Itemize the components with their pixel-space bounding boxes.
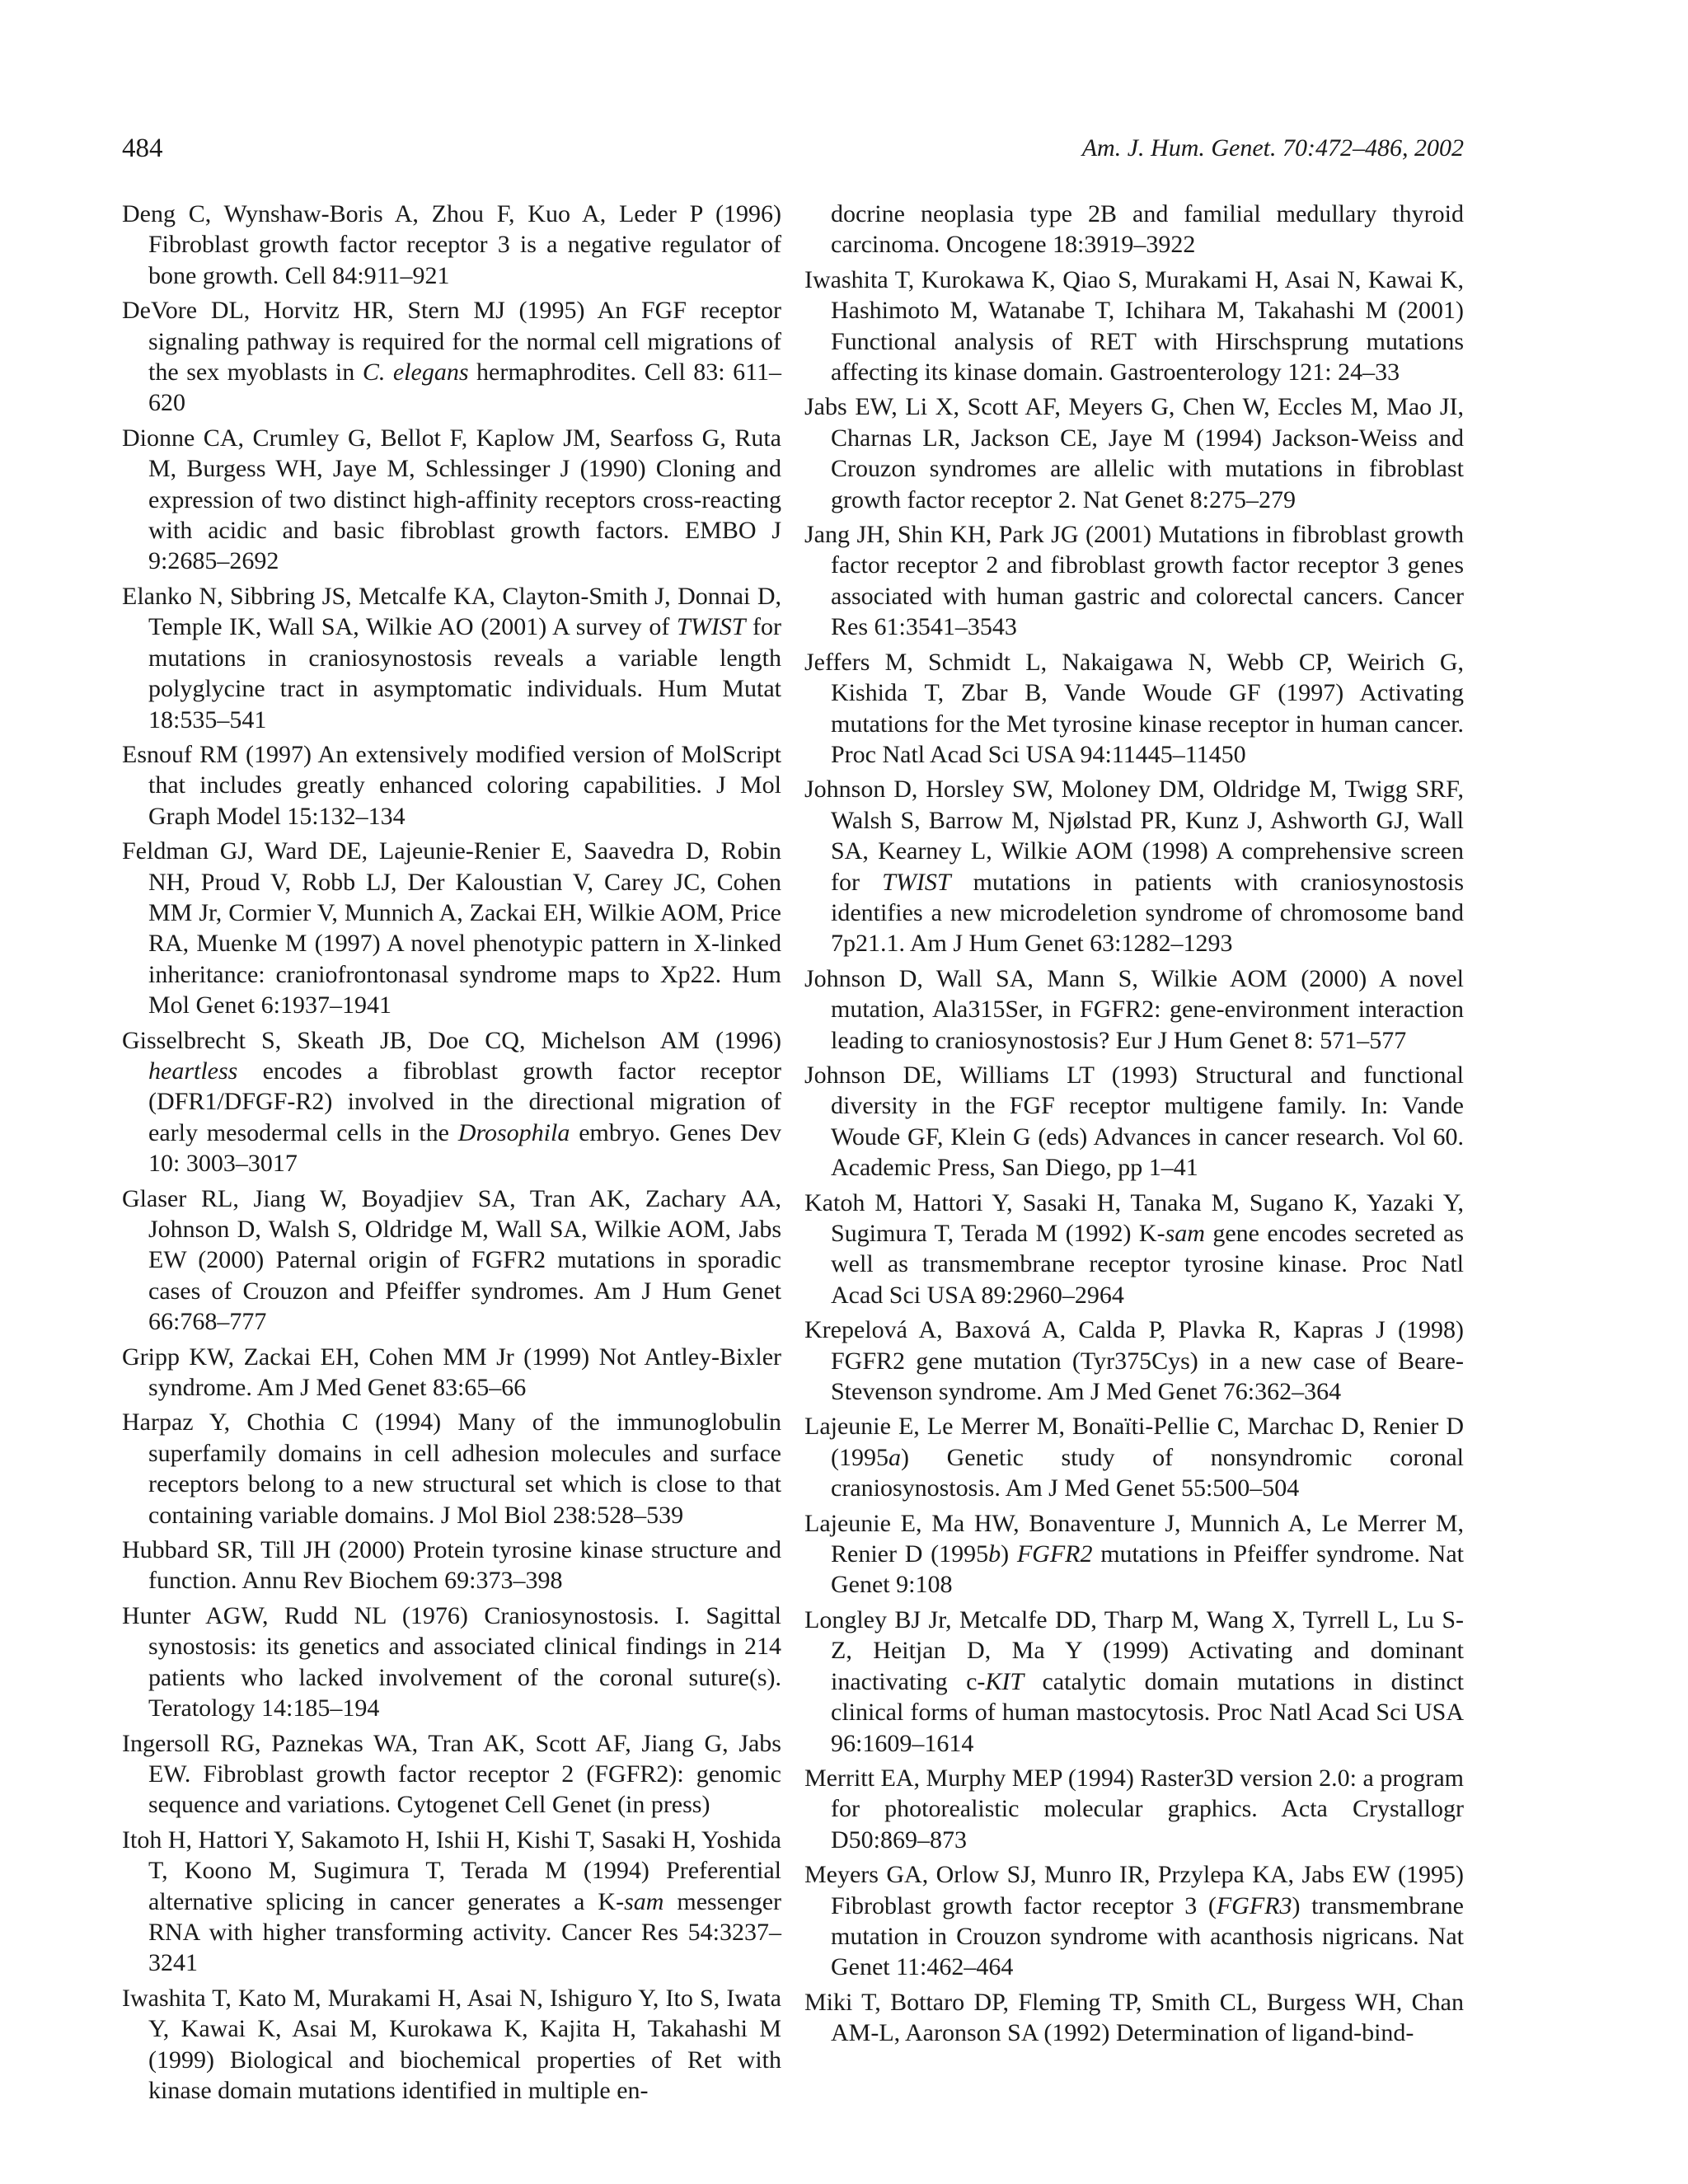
reference-text: Longley BJ Jr, Metcalfe DD, Tharp M, Wang X, Tyrrell L, Lu S-Z, Heitjan D, Ma Y (1999) Activating and dominant inactivating c- bbox=[804, 1605, 1464, 1695]
reference-entry bbox=[804, 265, 1464, 388]
reference-text: DeVore DL, Horvitz HR, Stern MJ (1995) An FGF receptor signaling pathway is required for the normal cell migrations of the sex myoblasts in bbox=[122, 297, 781, 387]
references-left-column bbox=[122, 199, 781, 2110]
reference-text: hermaphrodites. Cell 83: 611–620 bbox=[148, 359, 781, 417]
reference-entry bbox=[122, 423, 781, 577]
reference-italic-text: b bbox=[988, 1540, 1001, 1568]
reference-text: docrine neoplasia type 2B and familial medullary thyroid carcinoma. Oncogene 18:3919–3922 bbox=[831, 200, 1464, 259]
reference-entry bbox=[804, 774, 1464, 958]
reference-entry bbox=[122, 1825, 781, 1979]
reference-entry bbox=[122, 739, 781, 832]
reference-text: ) Genetic study of nonsyndromic coronal craniosynostosis. Am J Med Genet 55:500–504 bbox=[831, 1443, 1464, 1502]
reference-text: Harpaz Y, Chothia C (1994) Many of the immunoglobulin superfamily domains in cell adhesion molecules and surface receptors belong to a new structural set which is close to that containing variable domains. J Mol Biol 238:528–539 bbox=[122, 1408, 781, 1529]
reference-entry bbox=[804, 963, 1464, 1056]
reference-text: Meyers GA, Orlow SJ, Munro IR, Przylepa KA, Jabs EW (1995) Fibroblast growth factor receptor 3 ( bbox=[804, 1861, 1464, 1919]
journal-citation: Am. J. Hum. Genet. 70:472–486, 2002 bbox=[1081, 134, 1464, 162]
reference-text: Dionne CA, Crumley G, Bellot F, Kaplow JM, Searfoss G, Ruta M, Burgess WH, Jaye M, Schlessinger J (1990) Cloning and expression of two distinct high-affinity receptors cross-reacting with acidic and basic fibroblast growth factors. EMBO J 9:2685–2692 bbox=[122, 424, 781, 575]
reference-text: mutations in patients with craniosynostosis identifies a new microdeletion syndrome of chromosome band 7p21.1. Am J Hum Genet 63:1282–1293 bbox=[831, 868, 1464, 958]
reference-entry bbox=[804, 1987, 1464, 2049]
page-number: 484 bbox=[122, 134, 163, 163]
reference-entry bbox=[804, 199, 1464, 260]
reference-entry bbox=[122, 581, 781, 735]
running-header bbox=[122, 132, 1464, 173]
reference-text: ) transmembrane mutation in Crouzon syndrome with acanthosis nigricans. Nat Genet 11:462–464 bbox=[831, 1891, 1464, 1981]
reference-entry bbox=[122, 1183, 781, 1338]
reference-entry bbox=[804, 519, 1464, 643]
reference-text: Itoh H, Hattori Y, Sakamoto H, Ishii H, Kishi T, Sasaki H, Yoshida T, Koono M, Sugimura T, Terada M (1994) Preferential alternative splicing in cancer generates a K- bbox=[122, 1825, 781, 1915]
reference-entry bbox=[804, 391, 1464, 515]
reference-entry bbox=[122, 1342, 781, 1404]
reference-text: Hubbard SR, Till JH (2000) Protein tyrosine kinase structure and function. Annu Rev Biochem 69:373–398 bbox=[122, 1536, 781, 1595]
reference-entry bbox=[804, 1508, 1464, 1601]
reference-text: Lajeunie E, Le Merrer M, Bonaïti-Pellie C, Marchac D, Renier D (1995 bbox=[804, 1413, 1464, 1471]
reference-text: Johnson D, Horsley SW, Moloney DM, Oldridge M, Twigg SRF, Walsh S, Barrow M, Njølstad PR, Kunz J, Ashworth GJ, Wall SA, Kearney L, Wilkie AOM (1998) A comprehensive screen for bbox=[804, 776, 1464, 896]
reference-text: Hunter AGW, Rudd NL (1976) Craniosynostosis. I. Sagittal synostosis: its genetics and associated clinical findings in 214 patients who lacked involvement of the coronal suture(s). Teratology 14:185–194 bbox=[122, 1601, 781, 1722]
reference-entry bbox=[804, 1859, 1464, 1983]
reference-entry bbox=[122, 1728, 781, 1821]
reference-text: for mutations in craniosynostosis reveals a variable length polyglycine tract in asymptomatic individuals. Hum Mutat 18:535–541 bbox=[148, 613, 781, 733]
reference-entry bbox=[122, 1407, 781, 1530]
reference-italic-text: TWIST bbox=[677, 613, 746, 641]
reference-text: ) bbox=[1001, 1540, 1017, 1568]
reference-entry bbox=[122, 199, 781, 291]
reference-entry bbox=[122, 836, 781, 1020]
reference-entry bbox=[804, 1060, 1464, 1183]
reference-text: Glaser RL, Jiang W, Boyadjiev SA, Tran AK, Zachary AA, Johnson D, Walsh S, Oldridge M, Wall SA, Wilkie AOM, Jabs EW (2000) Paternal origin of FGFR2 mutations in sporadic cases of Crouzon and Pfeiffer syndromes. Am J Hum Genet 66:768–777 bbox=[122, 1184, 781, 1336]
reference-text: Jeffers M, Schmidt L, Nakaigawa N, Webb CP, Weirich G, Kishida T, Zbar B, Vande Woude GF (1997) Activating mutations for the Met tyrosine kinase receptor in human cancer. Proc Natl Acad Sci USA 94:11445–11450 bbox=[804, 648, 1464, 768]
reference-italic-text: a bbox=[889, 1443, 901, 1471]
reference-text: Johnson D, Wall SA, Mann S, Wilkie AOM (2000) A novel mutation, Ala315Ser, in FGFR2: gene-environment interaction leading to craniosynostosis? Eur J Hum Genet 8: 571–577 bbox=[804, 964, 1464, 1054]
reference-text: Iwashita T, Kurokawa K, Qiao S, Murakami H, Asai N, Kawai K, Hashimoto M, Watanabe T, Ichihara M, Takahashi M (2001) Functional analysis of RET with Hirschsprung mutations affecting its kinase domain. Gastroenterology 121: 24–33 bbox=[804, 265, 1464, 387]
reference-text: Merritt EA, Murphy MEP (1994) Raster3D version 2.0: a program for photorealistic molecular graphics. Acta Crystallogr D50:869–873 bbox=[804, 1764, 1464, 1854]
reference-entry bbox=[804, 1411, 1464, 1503]
reference-text: Jabs EW, Li X, Scott AF, Meyers G, Chen W, Eccles M, Mao JI, Charnas LR, Jackson CE, Jaye M (1994) Jackson-Weiss and Crouzon syndromes are allelic with mutations in fibroblast growth factor receptor 2. Nat Genet 8:275–279 bbox=[804, 393, 1464, 513]
reference-text: Miki T, Bottaro DP, Fleming TP, Smith CL, Burgess WH, Chan AM-L, Aaronson SA (1992) Determination of ligand-bind- bbox=[804, 1988, 1464, 2047]
reference-entry bbox=[804, 1605, 1464, 1759]
reference-entry bbox=[122, 295, 781, 419]
reference-text: mutations in Pfeiffer syndrome. Nat Genet 9:108 bbox=[831, 1540, 1464, 1599]
references-right-column bbox=[804, 199, 1464, 2053]
reference-text: Lajeunie E, Ma HW, Bonaventure J, Munnich A, Le Merrer M, Renier D (1995 bbox=[804, 1509, 1464, 1568]
reference-entry bbox=[122, 1601, 781, 1724]
reference-text: Gripp KW, Zackai EH, Cohen MM Jr (1999) Not Antley-Bixler syndrome. Am J Med Genet 83:65–66 bbox=[122, 1343, 781, 1402]
reference-text: Esnouf RM (1997) An extensively modified version of MolScript that includes greatly enhanced coloring capabilities. J Mol Graph Model 15:132–134 bbox=[122, 740, 781, 830]
reference-text: Elanko N, Sibbring JS, Metcalfe KA, Clayton-Smith J, Donnai D, Temple IK, Wall SA, Wilkie AO (2001) A survey of bbox=[122, 582, 781, 641]
reference-text: Iwashita T, Kato M, Murakami H, Asai N, Ishiguro Y, Ito S, Iwata Y, Kawai K, Asai M, Kurokawa K, Kajita H, Takahashi M (1999) Biological and biochemical properties of Ret with kinase domain mutations identified in multiple en- bbox=[122, 1984, 781, 2104]
reference-italic-text: TWIST bbox=[882, 868, 951, 896]
reference-text: Krepelová A, Baxová A, Calda P, Plavka R, Kapras J (1998) FGFR2 gene mutation (Tyr375Cys) in a new case of Beare-Stevenson syndrome. Am J Med Genet 76:362–364 bbox=[804, 1316, 1464, 1406]
reference-italic-text: sam bbox=[624, 1887, 664, 1915]
reference-entry bbox=[804, 647, 1464, 771]
reference-text: Feldman GJ, Ward DE, Lajeunie-Renier E, Saavedra D, Robin NH, Proud V, Robb LJ, Der Kaloustian V, Carey JC, Cohen MM Jr, Cormier V, Munnich A, Zackai EH, Wilkie AOM, Price RA, Muenke M (1997) A novel phenotypic pattern in X-linked inheritance: craniofrontonasal syndrome maps to Xp22. Hum Mol Genet 6:1937–1941 bbox=[122, 837, 781, 1019]
reference-text: Ingersoll RG, Paznekas WA, Tran AK, Scott AF, Jiang G, Jabs EW. Fibroblast growth factor receptor 2 (FGFR2): genomic sequence and variations. Cytogenet Cell Genet (in press) bbox=[122, 1729, 781, 1819]
reference-text: catalytic domain mutations in distinct clinical forms of human mastocytosis. Proc Natl Acad Sci USA 96:1609–1614 bbox=[831, 1667, 1464, 1757]
reference-italic-text: FGFR2 bbox=[1016, 1540, 1093, 1568]
reference-text: encodes a fibroblast growth factor receptor (DFR1/DFGF-R2) involved in the directional migration of early mesodermal cells in the bbox=[148, 1057, 781, 1146]
reference-italic-text: sam bbox=[1165, 1220, 1205, 1247]
reference-entry bbox=[122, 1535, 781, 1596]
reference-italic-text: FGFR3 bbox=[1216, 1891, 1292, 1919]
reference-italic-text: C. elegans bbox=[362, 359, 469, 387]
reference-entry bbox=[122, 1025, 781, 1179]
reference-text: messenger RNA with higher transforming activity. Cancer Res 54:3237–3241 bbox=[148, 1887, 782, 1977]
reference-text: Katoh M, Hattori Y, Sasaki H, Tanaka M, Sugano K, Yazaki Y, Sugimura T, Terada M (1992) K- bbox=[804, 1188, 1464, 1247]
reference-text: Deng C, Wynshaw-Boris A, Zhou F, Kuo A, Leder P (1996) Fibroblast growth factor receptor 3 is a negative regulator of bone growth. Cell 84:911–921 bbox=[122, 200, 781, 289]
reference-entry bbox=[804, 1763, 1464, 1855]
reference-entry bbox=[804, 1188, 1464, 1311]
reference-italic-text: Drosophila bbox=[457, 1118, 570, 1146]
reference-entry bbox=[804, 1315, 1464, 1407]
reference-text: embryo. Genes Dev 10: 3003–3017 bbox=[148, 1118, 781, 1178]
reference-text: Gisselbrecht S, Skeath JB, Doe CQ, Michelson AM (1996) bbox=[122, 1026, 781, 1054]
reference-text: gene encodes secreted as well as transmembrane receptor tyrosine kinase. Proc Natl Acad Sci USA 89:2960–2964 bbox=[831, 1220, 1464, 1309]
reference-text: Jang JH, Shin KH, Park JG (2001) Mutations in fibroblast growth factor receptor 2 and fibroblast growth factor receptor 3 genes associated with human gastric and colorectal cancers. Cancer Res 61:3541–3543 bbox=[804, 521, 1464, 641]
reference-italic-text: KIT bbox=[985, 1667, 1025, 1695]
reference-italic-text: heartless bbox=[148, 1057, 238, 1085]
reference-entry bbox=[122, 1983, 781, 2107]
reference-text: Johnson DE, Williams LT (1993) Structural and functional diversity in the FGF receptor multigene family. In: Vande Woude GF, Klein G (eds) Advances in cancer research. Vol 60. Academic Press, San Diego, pp 1–41 bbox=[804, 1061, 1464, 1182]
